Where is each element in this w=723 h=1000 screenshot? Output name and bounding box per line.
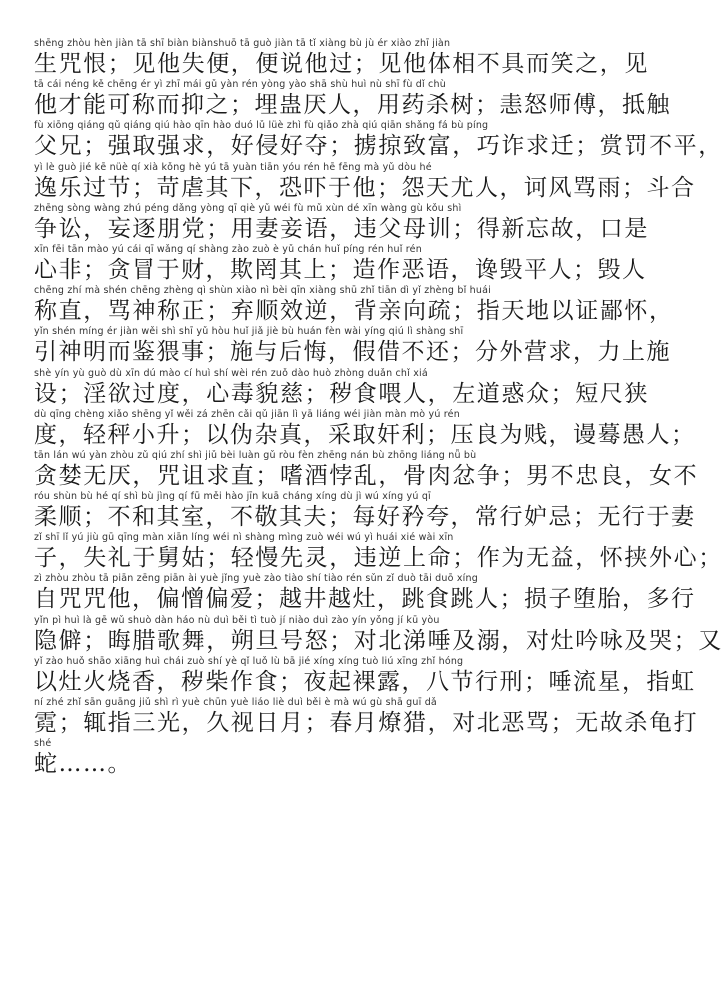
text-line xyxy=(34,38,649,79)
chinese-text: 隐僻；晦腊歌舞，朔旦号怒；对北涕唾及溺，对灶吟咏及哭；又 xyxy=(34,627,723,654)
text-line xyxy=(34,449,699,491)
chinese-text: 以灶火烧香，秽柴作食；夜起裸露，八节行刑；唾流星，指虹 xyxy=(34,668,696,695)
text-line xyxy=(34,367,649,409)
pinyin-annotation: yǐn pì huì là gē wǔ shuò dàn háo nù duì běi tì tuò jí niào duì zào yín yǒng jí kū yòu xyxy=(34,614,440,626)
pinyin-annotation: yì lè guò jié kē nüè qí xià kǒng hè yú tā yuàn tiān yóu rén hē fēng mà yǔ dòu hé xyxy=(34,161,432,173)
text-line xyxy=(34,532,723,573)
text-line xyxy=(34,161,696,203)
chinese-text: 柔顺；不和其室，不敬其夫；每好矜夸，常行妒忌；无行于妻 xyxy=(34,504,696,531)
text-line xyxy=(34,655,696,697)
pinyin-annotation: shè yín yù guò dù xīn dú mào cí huì shí wèi rén zuǒ dào huò zhòng duǎn chǐ xiá xyxy=(34,367,428,379)
chinese-text: 设；淫欲过度，心毒貌慈；秽食喂人，左道惑众；短尺狭 xyxy=(34,380,649,407)
pinyin-annotation: dù qīng chèng xiǎo shēng yǐ wěi zá zhēn cǎi qǔ jiān lì yā liáng wéi jiàn màn mò yú rén xyxy=(34,408,460,420)
text-line xyxy=(34,120,723,161)
pinyin-annotation: tā cái néng kě chēng ér yì zhī mái gǔ yàn rén yòng yào shā shù huì nù shī fù dǐ chù xyxy=(34,79,446,91)
chinese-text: 子，失礼于舅姑；轻慢先灵，违逆上命；作为无益，怀挟外心； xyxy=(34,545,723,572)
chinese-text: 逸乐过节；苛虐其下，恐吓于他；怨天尤人，诃风骂雨；斗合 xyxy=(34,174,696,201)
text-line xyxy=(34,285,674,326)
chinese-text: 称直，骂神称正；弃顺效逆，背亲向疏；指天地以证鄙怀， xyxy=(34,298,674,325)
text-line xyxy=(34,738,636,779)
chinese-text: 贪婪无厌，咒诅求直；嗜酒悖乱，骨肉忿争；男不忠良，女不 xyxy=(34,462,699,489)
text-line xyxy=(34,614,723,656)
pinyin-annotation: yǐ zào huǒ shāo xiāng huì chái zuò shí yè qǐ luǒ lù bā jié xíng xíng tuò liú xīng zhǐ hóng xyxy=(34,655,464,667)
chinese-text: 他才能可称而抑之；埋蛊厌人，用药杀树；恚怒师傅，抵触 xyxy=(34,92,671,119)
chinese-text: 父兄；强取强求，好侵好夺；掳掠致富，巧诈求迁；赏罚不平， xyxy=(34,133,723,160)
pinyin-annotation: ní zhé zhǐ sān guāng jiǔ shì rì yuè chūn yuè liáo liè duì běi è mà wú gù shā guī dǎ xyxy=(34,697,437,708)
pinyin-annotation: shēng zhòu hèn jiàn tā shī biàn biànshuō tā guò jiàn tā tǐ xiàng bù jù ér xiào zhī jiàn xyxy=(34,38,451,49)
pinyin-annotation: yǐn shén míng ér jiàn wěi shì shī yǔ hòu huǐ jiǎ jiè bù huán fèn wài yíng qiú lì shàng shī xyxy=(34,326,464,338)
pinyin-annotation: shé xyxy=(34,738,52,750)
pinyin-annotation: róu shùn bù hé qí shì bù jìng qí fū měi hào jīn kuā cháng xíng dù jì wú xíng yú qī xyxy=(34,491,431,503)
chinese-text: 度，轻秤小升；以伪杂真，采取奸利；压良为贱，谩蓦愚人； xyxy=(34,421,696,448)
text-line xyxy=(34,243,647,285)
text-line xyxy=(34,697,699,738)
text-line xyxy=(34,79,671,120)
text-line xyxy=(34,408,696,450)
text-line xyxy=(34,573,696,614)
text-line xyxy=(34,491,696,532)
pinyin-annotation: tān lán wú yàn zhòu zǔ qiú zhí shì jiǔ bèi luàn gǔ ròu fèn zhēng nán bù zhōng liáng nǚ bù xyxy=(34,449,477,461)
text-line xyxy=(34,326,671,367)
chinese-text: 霓；辄指三光，久视日月；春月燎猎，对北恶骂；无故杀龟打 xyxy=(34,710,699,736)
chinese-text: 自咒咒他，偏憎偏爱；越井越灶，跳食跳人；损子堕胎，多行 xyxy=(34,586,696,613)
pinyin-annotation: fù xiōng qiáng qǔ qiáng qiú hào qīn hào duó lǔ lüè zhì fù qiǎo zhà qiú qiān shǎng fá bù píng xyxy=(34,120,489,132)
text-line xyxy=(34,202,649,244)
pinyin-annotation: zì zhòu zhòu tā piān zēng piān ài yuè jǐng yuè zào tiào shí tiào rén sǔn zǐ duò tāi duō xíng xyxy=(34,573,478,585)
pinyin-annotation: xīn fēi tān mào yú cái qī wǎng qí shàng zào zuò è yǔ chán huǐ píng rén huǐ rén xyxy=(34,243,422,255)
chinese-text: 蛇……。 xyxy=(34,751,132,778)
chinese-text: 生咒恨；见他失便，便说他过；见他体相不具而笑之，见 xyxy=(34,51,649,77)
pinyin-annotation: chēng zhí mà shén chēng zhèng qì shùn xiào nì bèi qīn xiàng shū zhǐ tiān dì yǐ zhèng bǐ huái xyxy=(34,285,491,297)
chinese-text: 心非；贪冒于财，欺罔其上；造作恶语，谗毁平人；毁人 xyxy=(34,256,647,283)
pinyin-annotation: zǐ shī lǐ yú jiù gū qīng màn xiān líng wéi nì shàng mìng zuò wéi wú yì huái xié wài xīn xyxy=(34,532,454,544)
chinese-text: 引神明而鉴猥事；施与后悔，假借不还；分外营求，力上施 xyxy=(34,339,671,366)
chinese-text: 争讼，妄逐朋党；用妻妾语，违父母训；得新忘故，口是 xyxy=(34,215,649,242)
pinyin-annotation: zhēng sòng wàng zhú péng dǎng yòng qī qiè yǔ wéi fù mǔ xùn dé xīn wàng gù kǒu shì xyxy=(34,202,462,214)
